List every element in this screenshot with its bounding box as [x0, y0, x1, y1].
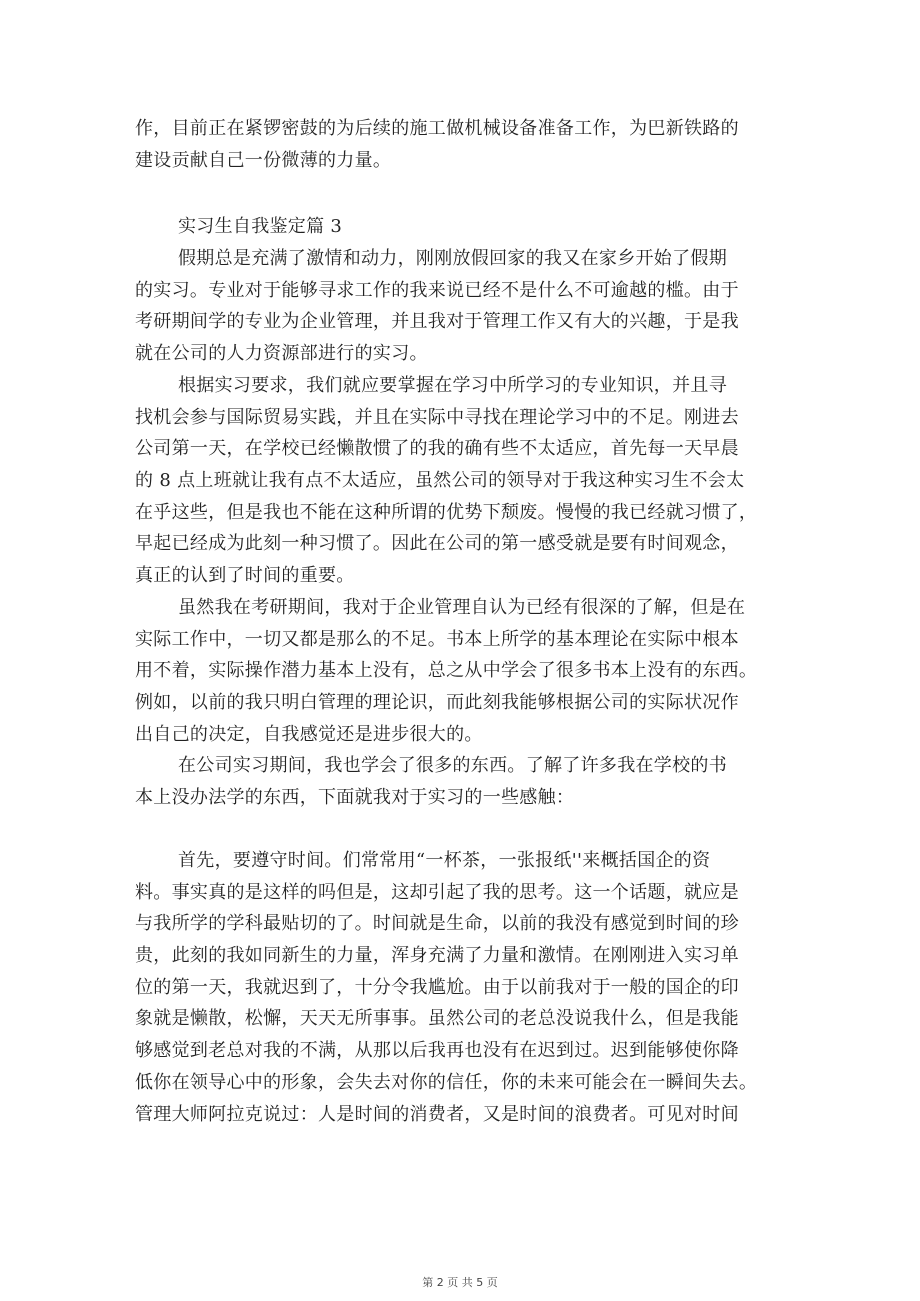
text-line: 与我所学的学科最贴切的了。时间就是生命，以前的我没有感觉到时间的珍: [135, 913, 739, 935]
text-line: 首先，要遵守时间。们常常用“一杯茶，一张报纸''来概括国企的资: [178, 850, 711, 871]
text-line: 够感觉到老总对我的不满，从那以后我再也没有在迟到过。迟到能够使你降: [135, 1040, 739, 1062]
text-line: 用不着，实际操作潜力基本上没有，总之从中学会了很多书本上没有的东西。: [135, 660, 758, 682]
text-line: 公司第一天，在学校已经懒散惯了的我的确有些不太适应，首先每一天早晨: [135, 438, 739, 460]
text-line: 料。事实真的是这样的吗但是，这却引起了我的思考。这一个话题，就应是: [135, 881, 739, 903]
text-line: 假期总是充满了激情和动力，刚刚放假回家的我又在家乡开始了假期: [178, 248, 727, 269]
text-line: 的实习。专业对于能够寻求工作的我来说已经不是什么不可逾越的槛。由于: [135, 279, 739, 301]
paragraph-5: [135, 845, 795, 1130]
text-line: 象就是懒散，松懈，天天无所事事。虽然公司的老总没说我什么，但是我能: [135, 1008, 739, 1030]
text-line: 考研期间学的专业为企业管理，并且我对于管理工作又有大的兴趣，于是我: [135, 311, 739, 333]
page-footer: 第 2 页 共 5 页: [422, 1276, 498, 1289]
text-line: 贵，此刻的我如同新生的力量，浑身充满了力量和激情。在刚刚进入实习单: [135, 945, 739, 967]
text-line: 出自己的决定，自我感觉还是进步很大的。: [135, 723, 483, 745]
text-line: 建设贡献自己一份微薄的力量。: [135, 149, 392, 171]
text-line: 实际工作中，一切又都是那么的不足。书本上所学的基本理论在实际中根本: [135, 628, 739, 650]
paragraph-2: [135, 370, 795, 592]
text-line: 的 8 点上班就让我有点不太适应，虽然公司的领导对于我这种实习生不会太: [135, 470, 745, 492]
text-line: 管理大师阿拉克说过：人是时间的消费者，又是时间的浪费者。可见对时间: [135, 1103, 739, 1125]
text-line: 真正的认到了时间的重要。: [135, 565, 355, 587]
text-line: 低你在领导心中的形象，会失去对你的信任，你的未来可能会在一瞬间失去。: [135, 1071, 758, 1093]
text-line: 早起已经成为此刻一种习惯了。因此在公司的第一感受就是要有时间观念，: [135, 533, 739, 555]
section-title: 实习生自我鉴定篇 3: [178, 216, 343, 237]
text-line: 根据实习要求，我们就应要掌握在学习中所学习的专业知识，并且寻: [178, 375, 727, 396]
paragraph-1: [135, 243, 795, 370]
text-line: 在公司实习期间，我也学会了很多的东西。了解了许多我在学校的书: [178, 755, 727, 776]
text-line: 找机会参与国际贸易实践，并且在实际中寻找在理论学习中的不足。刚进去: [135, 406, 739, 428]
text-line: 位的第一天，我就迟到了，十分令我尴尬。由于以前我对于一般的国企的印: [135, 976, 739, 998]
text-line: 例如，以前的我只明白管理的理论识，而此刻我能够根据公司的实际状况作: [135, 692, 739, 714]
text-line: 本上没办法学的东西，下面就我对于实习的一些感触：: [135, 786, 575, 808]
paragraph-3: [135, 592, 795, 750]
text-line: 作，目前正在紧锣密鼓的为后续的施工做机械设备准备工作，为巴新铁路的: [135, 118, 739, 139]
continuation-paragraph: [135, 113, 795, 176]
section-title-block: [135, 211, 795, 243]
paragraph-4: [135, 750, 795, 813]
text-line: 在乎这些，但是我也不能在这种所谓的优势下颓废。慢慢的我已经就习惯了，: [135, 501, 758, 523]
text-line: 虽然我在考研期间，我对于企业管理自认为已经有很深的了解，但是在: [178, 597, 746, 618]
text-line: 就在公司的人力资源部进行的实习。: [135, 343, 428, 365]
